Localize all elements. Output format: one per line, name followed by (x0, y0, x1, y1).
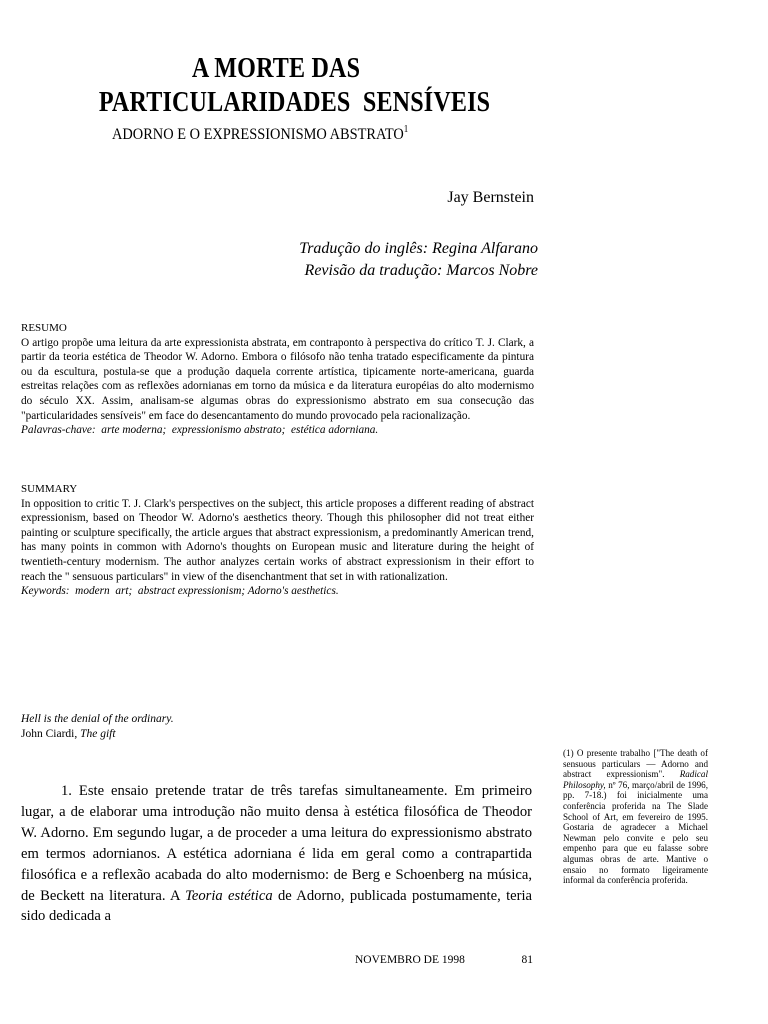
subtitle-text: ADORNO E O EXPRESSIONISMO ABSTRATO (112, 126, 404, 143)
body-text-part-2: de Adorno, publicada postumamente, teria sido dedicada a (21, 887, 533, 925)
summary-heading: SUMMARY (21, 483, 78, 495)
body-text-part-1: 1. Este ensaio pretende tratar de três tarefas simultaneamente. Em primeiro lugar, a de elaborar uma introdução não muito densa à estética filosófica de Theodor W. Adorno. Em segundo lugar, a de proceder a uma leitura do expressionismo abstrato em termos adornianos. A estética adorniana é lida em geral como a contrapartida filosófica e a reflexão acabada do alto modernismo: de Berg e Schoenberg na música, de Beckett na literatura. A (21, 783, 532, 904)
epigraph-work: The gift (80, 728, 116, 740)
footnote-text-part-2: nº 76, março/abril de 1996, pp. 7-18.) foi inicialmente uma conferência proferida na The Slade School of Art, em fevereiro de 1995. Gostaria de agradecer a Michael Newman pelo convite e pelo seu empenho para que eu falasse sobre algumas obras de arte. Mantive o ensaio no formato ligeiramente informal da conferência proferida. (563, 779, 708, 886)
body-text-italic-title: Teoria estética (185, 887, 273, 904)
resumo-heading: RESUMO (21, 322, 67, 334)
page-footer (355, 953, 535, 967)
article-title (98, 52, 491, 120)
body-paragraph (21, 781, 532, 927)
footnote-text-part-1: (1) O presente trabalho ["The death of sensuous particulars — Adorno and abstract expressionism". (563, 748, 708, 780)
footnote (563, 748, 708, 886)
epigraph (21, 712, 321, 742)
author-name: Jay Bernstein (447, 189, 534, 206)
footer-issue: NOVEMBRO DE 1998 (355, 954, 465, 966)
epigraph-quote: Hell is the denial of the ordinary. (21, 713, 174, 725)
summary-text: In opposition to critic T. J. Clark's perspectives on the subject, this article proposes a different reading of abstract expressionism, based on Theodor W. Adorno's aesthetics theory. Though this philosopher did not treat either painting or sculpture specifically, the article argues that abstract expressionism, a predominantly American trend, has many points in common with Adorno's thoughts on European music and literature during the height of twentieth-century modernism. The author analyzes certain works of abstract expressionism in their effort to reach the " sensuous particulars" in view of the disenchantment that set in with rationalization. (21, 497, 534, 583)
reviewer-credit: Revisão da tradução: Marcos Nobre (304, 262, 538, 279)
resumo-section (21, 321, 534, 438)
title-line-1: A MORTE DAS (191, 53, 361, 84)
title-line-2: PARTICULARIDADES SENSÍVEIS (98, 87, 491, 118)
footnote-marker: 1 (403, 124, 409, 135)
resumo-keywords: Palavras-chave: arte moderna; expressionismo abstrato; estética adorniana. (21, 424, 379, 437)
resumo-text: O artigo propõe uma leitura da arte expressionista abstrata, em contraponto à perspectiva do crítico T. J. Clark, a partir da teoria estética de Theodor W. Adorno. Embora o filósofo não tenha tratado especificamente da pintura ou da escultura, postula-se que a produção daquela corrente artística, tipicamente norte-americana, guarda estreitas relações com as reflexões adornianas em torno da música e da literatura européias do alto modernismo do século XX. Assim, analisam-se algumas obras do expressionismo abstrato em sua consecução das "particularidades sensíveis" em face do desencantamento do mundo provocado pela racionalização. (21, 336, 534, 422)
page-number: 81 (521, 954, 533, 966)
footnote-journal: Radical Philosophy, (563, 769, 708, 790)
summary-keywords: Keywords: modern art; abstract expressionism; Adorno's aesthetics. (21, 585, 339, 598)
epigraph-attribution: John Ciardi, (21, 728, 81, 740)
summary-section (21, 482, 534, 599)
article-subtitle (112, 120, 408, 145)
translator-credit: Tradução do inglês: Regina Alfarano (299, 240, 538, 257)
